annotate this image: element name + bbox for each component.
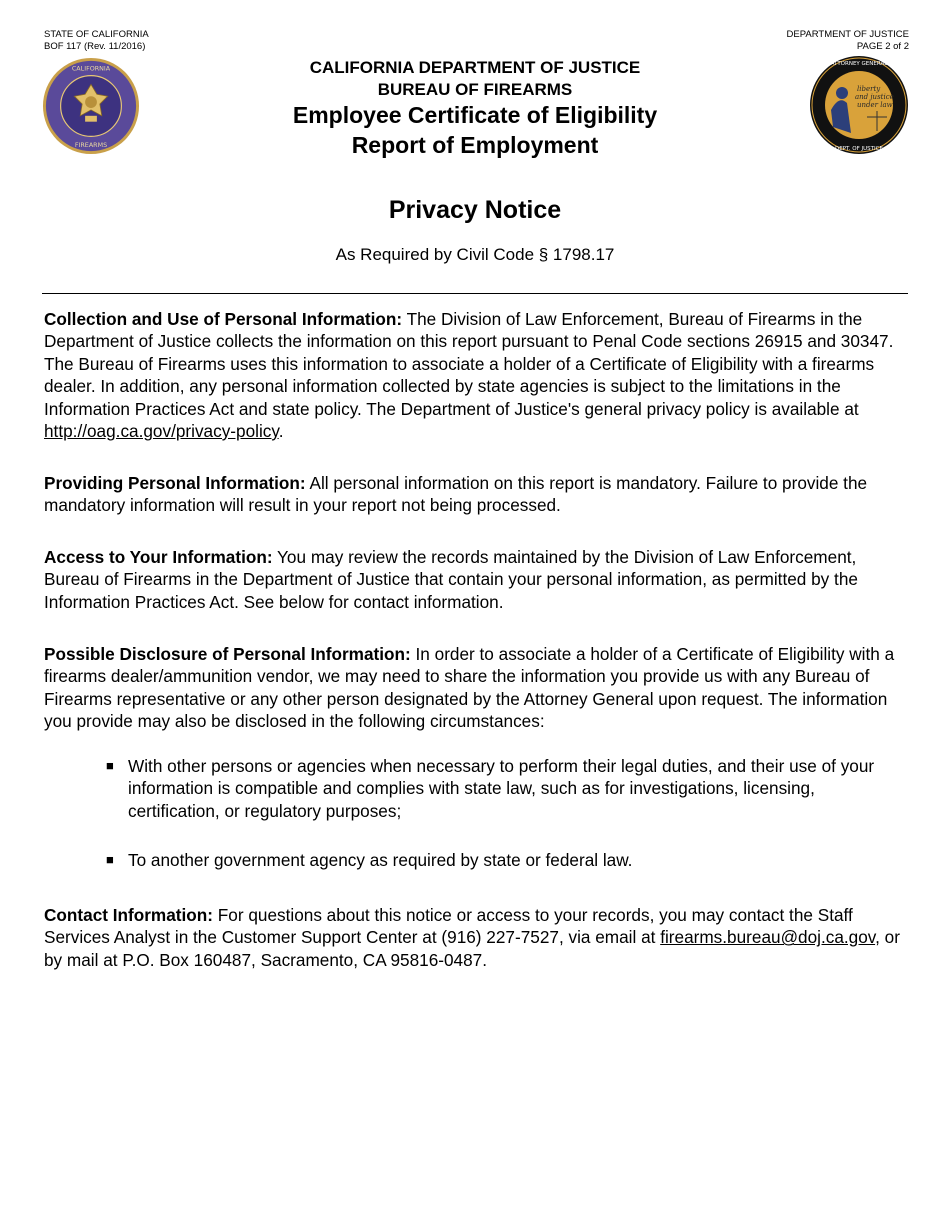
- contact-text: For questions about this notice or access to your records, you may contact the Staff Services Analyst in the Customer Support Center at (916) 227-7527, via email at: [44, 905, 853, 948]
- privacy-notice-title: Privacy Notice: [388, 196, 562, 224]
- contact-heading: Contact Information:: [44, 905, 213, 925]
- civil-code-reference: As Required by Civil Code § 1798.17: [335, 245, 615, 264]
- form-title-block: [0, 100, 950, 160]
- svg-text:and justice: and justice: [855, 93, 894, 101]
- svg-text:ATTORNEY GENERAL: ATTORNEY GENERAL: [830, 61, 888, 67]
- collection-end: .: [278, 421, 284, 442]
- list-item-text: With other persons or agencies when necessary to perform their legal duties, and their use of your information is compatible and complies with state law, such as for investigations, licensing, certification, or regulatory purposes;: [128, 756, 875, 821]
- disclosure-text: In order to associate a holder of a Certificate of Eligibility with a firearms dealer/ammunition vendor, we may need to share the information you provide us with any Bureau of Firearms representative or any other person designated by the Attorney General upon request. The information you provide may also be disclosed in the following circumstances:: [44, 644, 895, 732]
- bullet-square-icon: ■: [106, 852, 114, 867]
- bullet-square-icon: ■: [106, 758, 114, 773]
- form-number: BOF 117 (Rev. 11/2016): [44, 41, 146, 52]
- svg-text:DEPT. OF JUSTICE: DEPT. OF JUSTICE: [835, 146, 883, 152]
- access-section: [44, 546, 910, 613]
- providing-section: [44, 472, 910, 517]
- page-number: PAGE 2 of 2: [856, 41, 909, 52]
- list-item: [106, 849, 906, 871]
- form-title: Employee Certificate of Eligibility: [292, 102, 658, 128]
- svg-text:FIREARMS: FIREARMS: [74, 141, 108, 150]
- state-label: STATE OF CALIFORNIA: [44, 29, 149, 40]
- email-link[interactable]: firearms.bureau@doj.ca.gov: [660, 927, 876, 948]
- header-divider: [42, 293, 908, 294]
- form-subtitle: Report of Employment: [351, 132, 599, 158]
- list-item-text: To another government agency as required by state or federal law.: [128, 850, 633, 870]
- list-item: [106, 755, 906, 822]
- svg-text:liberty: liberty: [857, 85, 881, 93]
- providing-text: All personal information on this report is mandatory. Failure to provide the mandatory information will result in your report not being processed.: [44, 473, 868, 516]
- svg-text:CALIFORNIA: CALIFORNIA: [71, 64, 111, 73]
- svg-text:under law: under law: [857, 101, 893, 109]
- disclosure-section: [44, 643, 910, 733]
- contact-section: [44, 904, 910, 971]
- collection-section: [44, 308, 910, 442]
- agency-heading: [0, 57, 950, 101]
- collection-text: The Division of Law Enforcement, Bureau of Firearms in the Department of Justice collects the information on this report pursuant to Penal Code sections 26915 and 30347. The Bureau of Firearms uses this information to associate a holder of a Certificate of Eligibility with a firearms dealer. In addition, any personal information collected by state agencies is subject to the limitations in the Information Practices Act and state policy. The Department of Justice's general privacy policy is available at: [44, 309, 894, 419]
- form-id-block: [44, 29, 149, 53]
- collection-heading: Collection and Use of Personal Information:: [44, 309, 403, 329]
- access-heading: Access to Your Information:: [44, 547, 273, 567]
- privacy-policy-link[interactable]: http://oag.ca.gov/privacy-policy: [44, 421, 279, 442]
- agency-name: CALIFORNIA DEPARTMENT OF JUSTICE: [309, 58, 641, 77]
- providing-heading: Providing Personal Information:: [44, 473, 306, 493]
- department-label: DEPARTMENT OF JUSTICE: [786, 29, 909, 40]
- bureau-name: BUREAU OF FIREARMS: [377, 80, 573, 99]
- disclosure-heading: Possible Disclosure of Personal Information:: [44, 644, 411, 664]
- contact-end: , or by mail at P.O. Box 160487, Sacramento, CA 95816-0487.: [44, 927, 900, 970]
- access-text: You may review the records maintained by the Division of Law Enforcement, Bureau of Firearms in the Department of Justice that contain your personal information, as permitted by the Information Practices Act. See below for contact information.: [44, 547, 858, 612]
- page-id-block: [787, 29, 909, 53]
